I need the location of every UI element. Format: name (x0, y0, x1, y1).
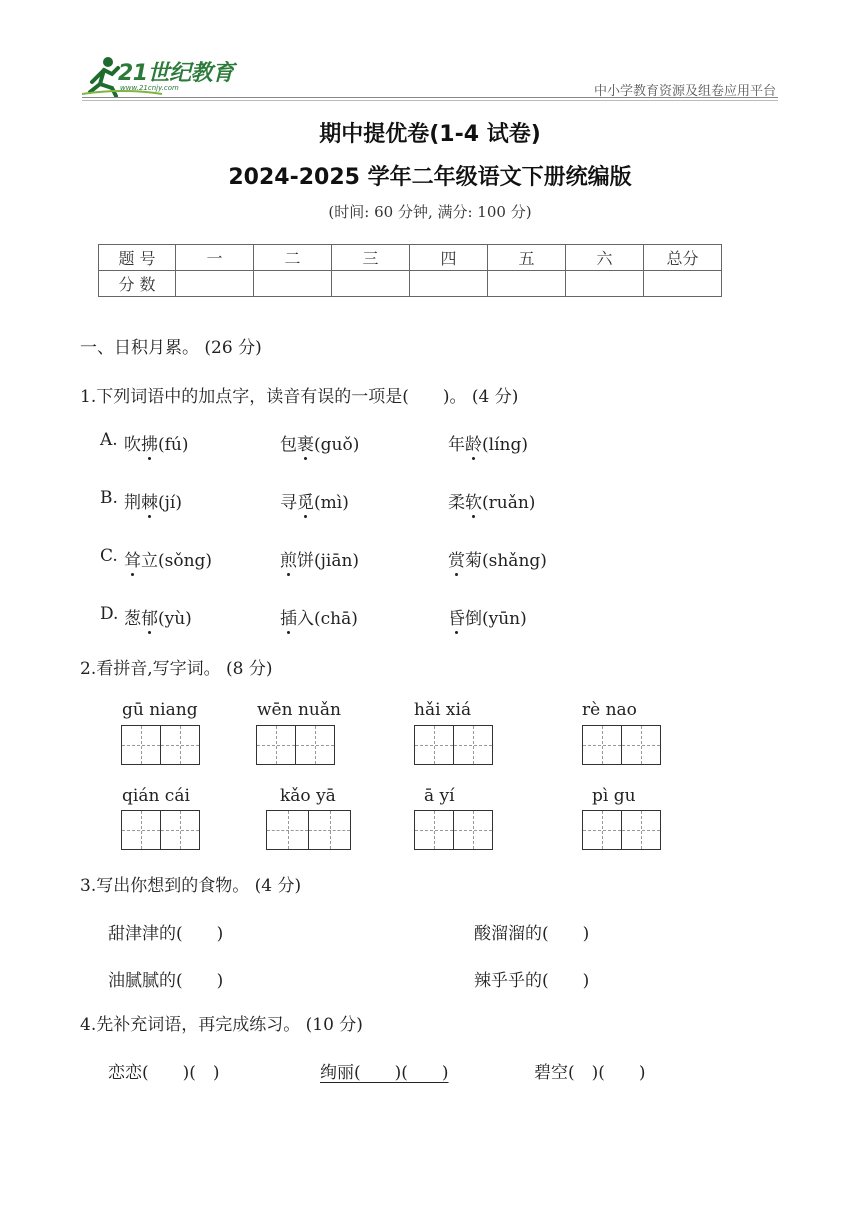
grid-cell[interactable] (121, 725, 161, 765)
word-post: (guǒ) (314, 435, 360, 455)
word-fill-blank[interactable]: 绚丽( )( ) (320, 1063, 449, 1083)
platform-name: 中小学教育资源及组卷应用平台 (593, 84, 776, 99)
score-header-cell: 五 (488, 245, 566, 271)
grid-cell[interactable] (308, 810, 351, 850)
exam-subtitle: 2024-2025 学年二年级语文下册统编版 (228, 165, 632, 190)
word-post: (jí) (158, 493, 182, 513)
grid-cell[interactable] (582, 725, 622, 765)
option-a-word-3 (448, 430, 528, 455)
pinyin-label: qián cái (122, 786, 190, 806)
grid-cell[interactable] (256, 725, 296, 765)
dotted-char: 耸 (124, 546, 141, 571)
pinyin-label: kǎo yā (280, 786, 336, 806)
grid-cell[interactable] (160, 810, 200, 850)
question-2-stem: 2.看拼音,写字词。 (8 分) (80, 659, 273, 679)
option-c-word-3 (448, 546, 547, 571)
word-fill-blank[interactable]: 碧空( )( ) (534, 1063, 646, 1083)
word-pre: 柔 (448, 493, 465, 513)
word-post: 入(chā) (297, 609, 358, 629)
score-row-label: 分 数 (99, 271, 176, 297)
score-input-cell[interactable] (488, 271, 566, 297)
grid-cell[interactable] (453, 725, 493, 765)
writing-grid[interactable] (582, 810, 661, 850)
food-blank[interactable]: 酸溜溜的( ) (474, 924, 590, 944)
dotted-char: 觅 (297, 488, 314, 513)
option-d-label[interactable]: D. (100, 604, 119, 624)
score-input-cell[interactable] (332, 271, 410, 297)
question-1-stem: 1.下列词语中的加点字，读音有误的一项是( )。 (4 分) (80, 387, 519, 407)
option-c-label[interactable]: C. (100, 546, 118, 566)
question-3-stem: 3.写出你想到的食物。 (4 分) (80, 876, 302, 896)
food-blank[interactable]: 油腻腻的( ) (108, 971, 224, 991)
word-pre: 包 (280, 435, 297, 455)
grid-cell[interactable] (160, 725, 200, 765)
grid-cell[interactable] (295, 725, 335, 765)
dotted-char: 拂 (141, 430, 158, 455)
dotted-char: 软 (465, 488, 482, 513)
grid-cell[interactable] (621, 810, 661, 850)
header-divider (82, 97, 778, 98)
word-post: 饼(jiān) (297, 551, 360, 571)
dotted-char: 裹 (297, 430, 314, 455)
word-pre: 葱 (124, 609, 141, 629)
grid-cell[interactable] (266, 810, 309, 850)
score-table (98, 244, 722, 297)
option-a-word-2 (280, 430, 359, 455)
score-table-header-row (99, 245, 722, 271)
score-input-cell[interactable] (566, 271, 644, 297)
writing-grid[interactable] (414, 725, 493, 765)
dotted-char: 煎 (280, 546, 297, 571)
score-input-cell[interactable] (254, 271, 332, 297)
score-input-cell[interactable] (176, 271, 254, 297)
dotted-char: 棘 (141, 488, 158, 513)
dotted-char: 昏 (448, 604, 465, 629)
word-post: 菊(shǎng) (465, 551, 547, 571)
writing-grid[interactable] (582, 725, 661, 765)
score-input-cell[interactable] (410, 271, 488, 297)
header-divider-thin (82, 100, 778, 101)
word-post: (mì) (314, 493, 349, 513)
logo-url: www.21cnjy.com (120, 84, 179, 92)
score-header-cell: 四 (410, 245, 488, 271)
food-blank[interactable]: 辣乎乎的( ) (474, 971, 590, 991)
grid-cell[interactable] (582, 810, 622, 850)
pinyin-label: wēn nuǎn (257, 700, 341, 720)
grid-cell[interactable] (414, 725, 454, 765)
option-b-word-1 (124, 488, 182, 513)
logo-text: 21世纪教育 (118, 61, 234, 86)
section-heading: 一、日积月累。 (26 分) (80, 338, 262, 358)
pinyin-label: pì gu (592, 786, 636, 806)
grid-cell[interactable] (621, 725, 661, 765)
score-header-cell: 二 (254, 245, 332, 271)
writing-grid[interactable] (256, 725, 335, 765)
word-pre: 年 (448, 435, 465, 455)
food-blank[interactable]: 甜津津的( ) (108, 924, 224, 944)
score-header-cell: 一 (176, 245, 254, 271)
score-header-cell: 总分 (644, 245, 722, 271)
option-b-word-3 (448, 488, 535, 513)
question-4-stem: 4.先补充词语，再完成练习。 (10 分) (80, 1015, 363, 1035)
word-post: (ruǎn) (482, 493, 536, 513)
option-b-label[interactable]: B. (100, 488, 118, 508)
writing-grid[interactable] (414, 810, 493, 850)
option-d-word-3 (448, 604, 527, 629)
score-table-score-row (99, 271, 722, 297)
writing-grid[interactable] (121, 810, 200, 850)
grid-cell[interactable] (121, 810, 161, 850)
grid-cell[interactable] (453, 810, 493, 850)
writing-grid[interactable] (121, 725, 200, 765)
option-c-word-2 (280, 546, 359, 571)
word-fill-blank[interactable]: 恋恋( )( ) (108, 1063, 220, 1083)
dotted-char: 龄 (465, 430, 482, 455)
option-a-label[interactable]: A. (100, 430, 118, 450)
dotted-char: 插 (280, 604, 297, 629)
option-d-word-2 (280, 604, 358, 629)
writing-grid[interactable] (266, 810, 351, 850)
score-header-cell: 题 号 (99, 245, 176, 271)
pinyin-label: rè nao (582, 700, 637, 720)
pinyin-label: hǎi xiá (414, 700, 472, 720)
word-post: (yù) (158, 609, 192, 629)
option-c-word-1 (124, 546, 212, 571)
exam-info: (时间: 60 分钟, 满分: 100 分) (328, 203, 532, 221)
option-d-word-1 (124, 604, 192, 629)
word-post: 立(sǒng) (141, 551, 213, 571)
dotted-char: 赏 (448, 546, 465, 571)
word-pre: 寻 (280, 493, 297, 513)
word-pre: 荆 (124, 493, 141, 513)
score-header-cell: 三 (332, 245, 410, 271)
word-post: 倒(yūn) (465, 609, 527, 629)
option-b-word-2 (280, 488, 349, 513)
exam-title: 期中提优卷(1-4 试卷) (319, 122, 541, 147)
score-input-cell[interactable] (644, 271, 722, 297)
pinyin-label: ā yí (424, 786, 455, 806)
score-header-cell: 六 (566, 245, 644, 271)
grid-cell[interactable] (414, 810, 454, 850)
dotted-char: 郁 (141, 604, 158, 629)
pinyin-label: gū niang (122, 700, 198, 720)
word-post: (líng) (482, 435, 528, 455)
word-post: (fú) (158, 435, 189, 455)
word-pre: 吹 (124, 435, 141, 455)
option-a-word-1 (124, 430, 189, 455)
